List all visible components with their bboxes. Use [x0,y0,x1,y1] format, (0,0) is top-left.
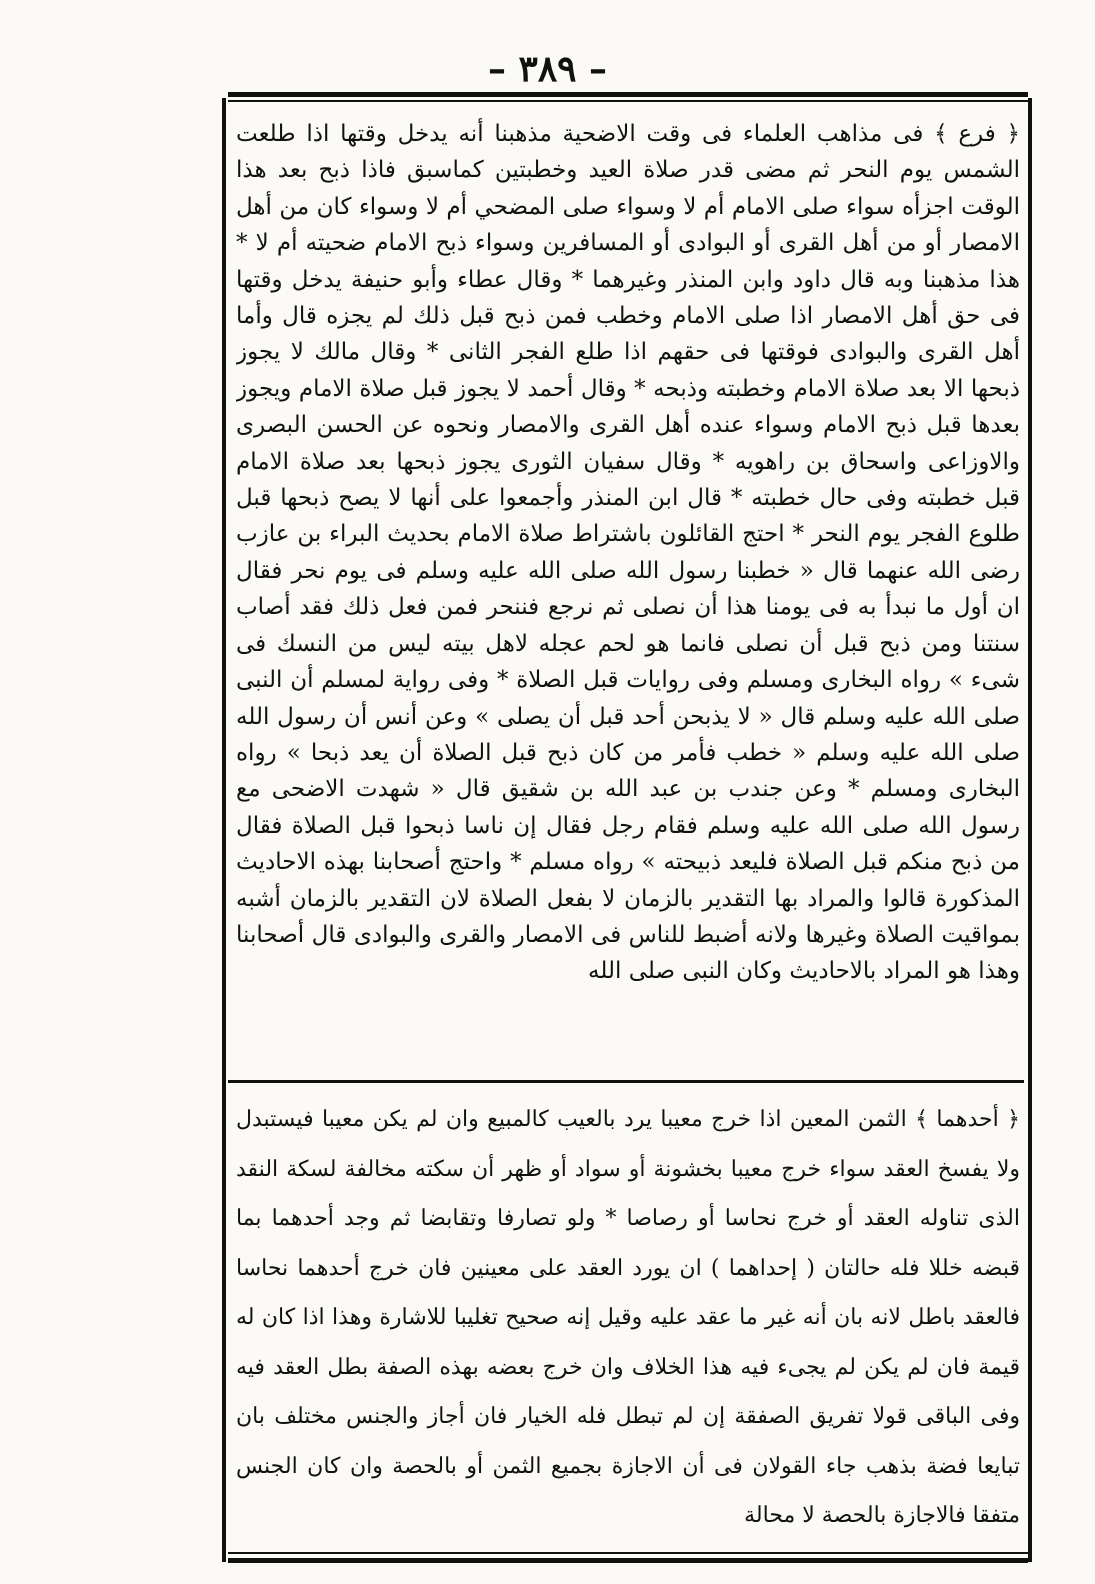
page-number: – ٣٨٩ – [487,48,608,90]
top-border-thick [228,92,1028,97]
top-border-thin [228,100,1028,102]
bottom-border-thick [228,1558,1028,1563]
frame-right-border [1028,98,1032,1562]
bottom-border-thin [228,1552,1028,1554]
frame-left-border [222,98,226,1562]
main-paragraph: ﴿ فرع ﴾ فى مذاهب العلماء فى وقت الاضحية مذهبنا أنه يدخل وقتها اذا طلعت الشمس يوم النحر ثم مضى قدر صلاة العيد وخطبتين كماسبق فاذا ذبح بعد هذا الوقت اجزأه سواء صلى الامام أم لا وسواء صلى المضحي أم لا وسواء كان من أهل الامصار أو من أهل القرى أو البوادى أو المسافرين وسواء ذبح الامام ضحيته أم لا * هذا مذهبنا وبه قال داود وابن المنذر وغيرهما * وقال عطاء وأبو حنيفة يدخل وقتها فى حق أهل الامصار اذا صلى الامام وخطب فمن ذبح قبل ذلك لم يجزه قال وأما أهل القرى والبوادى فوقتها فى حقهم اذا طلع الفجر الثانى * وقال مالك لا يجوز ذبحها الا بعد صلاة الامام وخطبته وذبحه * وقال أحمد لا يجوز قبل صلاة الامام ويجوز بعدها قبل ذبح الامام وسواء عنده أهل القرى والامصار ونحوه عن الحسن البصرى والاوزاعى واسحاق بن راهويه * وقال سفيان الثورى يجوز ذبحها بعد صلاة الامام قبل خطبته وفى حال خطبته * قال ابن المنذر وأجمعوا على أنها لا يصح ذبحها قبل طلوع الفجر يوم النحر * احتج القائلون باشتراط صلاة الامام بحديث البراء بن عازب رضى الله عنهما قال « خطبنا رسول الله صلى الله عليه وسلم فى يوم نحر فقال ان أول ما نبدأ به فى يومنا هذا أن نصلى ثم نرجع فننحر فمن فعل ذلك فقد أصاب سنتنا ومن ذبح قبل أن نصلى فانما هو لحم عجله لاهل بيته ليس من النسك فى شىء » رواه البخارى ومسلم وفى روايات قبل الصلاة * وفى رواية لمسلم أن النبى صلى الله عليه وسلم قال « لا يذبحن أحد قبل أن يصلى » وعن أنس أن رسول الله صلى الله عليه وسلم « خطب فأمر من كان ذبح قبل الصلاة أن يعد ذبحا » رواه البخارى ومسلم * وعن جندب بن عبد الله بن شقيق قال « شهدت الاضحى مع رسول الله صلى الله عليه وسلم فقام رجل فقال إن ناسا ذبحوا قبل الصلاة فقال من ذبح منكم قبل الصلاة فليعد ذبيحته » رواه مسلم * واحتج أصحابنا بهذه الاحاديث المذكورة قالوا والمراد بها التقدير بالزمان لا بفعل الصلاة لان التقدير بالزمان أشبه بمواقيت الصلاة وغيرها ولانه أضبط للناس فى الامصار والقرى والبوادى قال أصحابنا وهذا هو المراد بالاحاديث وكان النبى صلى الله [236,121,1020,985]
footnote-separator [228,1080,1024,1083]
footnote-paragraph: ﴿ أحدهما ﴾ الثمن المعين اذا خرج معيبا يرد بالعيب كالمبيع وان لم يكن معيبا فيستبدل ولا يفسخ العقد سواء خرج معيبا بخشونة أو سواد أو ظهر أن سكته مخالفة لسكة النقد الذى تناوله العقد أو خرج نحاسا أو رصاصا * ولو تصارفا وتقابضا ثم وجد أحدهما بما قبضه خللا فله حالتان ( إحداهما ) ان يورد العقد على معينين فان خرج أحدهما نحاسا فالعقد باطل لانه بان أنه غير ما عقد عليه وقيل إنه صحيح تغليبا للاشارة وهذا اذا كان له قيمة فان لم يكن لم يجىء فيه هذا الخلاف وان خرج بعضه بهذه الصفة بطل العقد فيه وفى الباقى قولا تفريق الصفقة إن لم تبطل فله الخيار فان أجاز والجنس مختلف بان تبايعا فضة بذهب جاء القولان فى أن الاجازة بجميع الثمن أو بالحصة وان كان الجنس متفقا فالاجازة بالحصة لا محالة [236,1107,1020,1528]
footnote-block [236,1095,1020,1535]
main-text-block [236,116,1020,1072]
